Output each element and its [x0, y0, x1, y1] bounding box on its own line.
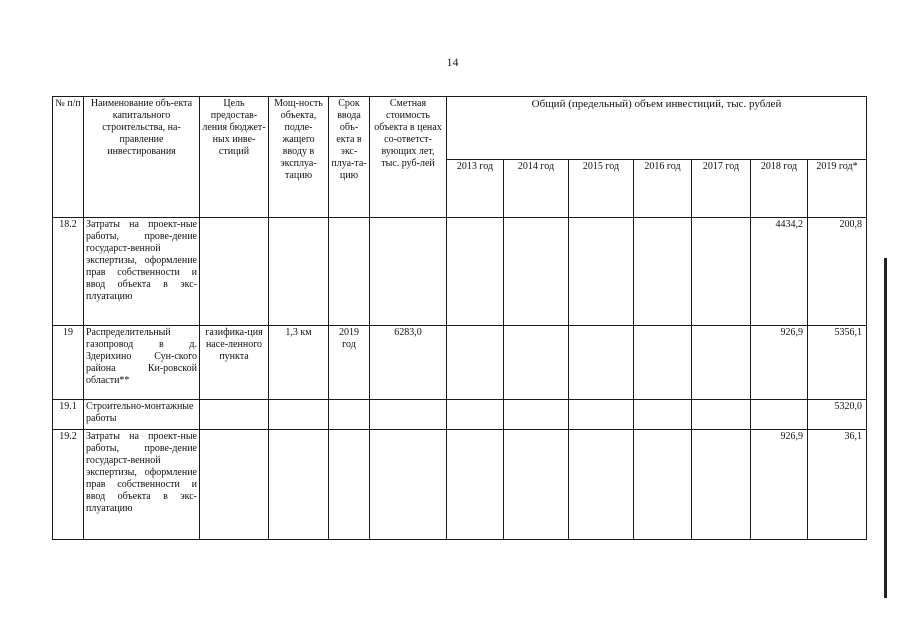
row-capacity [269, 430, 329, 540]
row-value [751, 400, 808, 430]
row-cost: 6283,0 [370, 326, 447, 400]
row-value [504, 218, 569, 326]
row-value: 5356,1 [808, 326, 867, 400]
row-name: Распределительный газопровод в д. Здерихино Сун-ского района Ки-ровской области** [84, 326, 200, 400]
row-value [569, 430, 634, 540]
row-value [634, 400, 692, 430]
header-year: 2016 год [634, 160, 692, 218]
row-value [504, 326, 569, 400]
row-capacity: 1,3 км [269, 326, 329, 400]
row-value [692, 400, 751, 430]
header-name: Наименование объ-екта капитального строительства, на-правление инвестирования [84, 97, 200, 218]
row-capacity [269, 400, 329, 430]
row-term: 2019 год [329, 326, 370, 400]
row-cost [370, 400, 447, 430]
row-number: 19.2 [53, 430, 84, 540]
row-value: 200,8 [808, 218, 867, 326]
row-name: Строительно-монтажные работы [84, 400, 200, 430]
row-number: 19.1 [53, 400, 84, 430]
row-value [692, 218, 751, 326]
row-purpose [200, 430, 269, 540]
table-row [53, 326, 867, 400]
row-name: Затраты на проект-ные работы, прове-дение государст-венной экспертизы, оформление прав собственности и ввод объекта в экс-плуатацию [84, 430, 200, 540]
row-term [329, 218, 370, 326]
row-value: 926,9 [751, 430, 808, 540]
row-value [504, 400, 569, 430]
row-value [692, 430, 751, 540]
row-value [569, 400, 634, 430]
row-purpose [200, 400, 269, 430]
page-number: 14 [446, 55, 459, 69]
row-name: Затраты на проект-ные работы, прове-дение государст-венной экспертизы, оформление прав собственности и ввод объекта в экс-плуатацию [84, 218, 200, 326]
row-number: 19 [53, 326, 84, 400]
header-year: 2015 год [569, 160, 634, 218]
table-row [53, 430, 867, 540]
row-value [569, 326, 634, 400]
row-value [692, 326, 751, 400]
header-year: 2017 год [692, 160, 751, 218]
row-value [634, 326, 692, 400]
row-value [447, 430, 504, 540]
row-value [447, 400, 504, 430]
row-value: 36,1 [808, 430, 867, 540]
header-year: 2013 год [447, 160, 504, 218]
row-term [329, 430, 370, 540]
row-value [569, 218, 634, 326]
table-row [53, 400, 867, 430]
header-total-investment: Общий (предельный) объем инвестиций, тыс. рублей [447, 97, 867, 160]
header-cost: Сметная стоимость объекта в ценах со-ответст-вующих лет, тыс. руб-лей [370, 97, 447, 218]
row-purpose [200, 218, 269, 326]
header-year: 2018 год [751, 160, 808, 218]
header-capacity: Мощ-ность объекта, подле-жащего вводу в эксплуа-тацию [269, 97, 329, 218]
row-cost [370, 218, 447, 326]
row-value [504, 430, 569, 540]
row-capacity [269, 218, 329, 326]
row-value [447, 326, 504, 400]
investment-table [52, 96, 867, 540]
header-no: № п/п [53, 97, 84, 218]
row-cost [370, 430, 447, 540]
header-purpose: Цель предостав-ления бюджет-ных инве-стиций [200, 97, 269, 218]
table-row [53, 218, 867, 326]
row-value [634, 430, 692, 540]
row-value: 5320,0 [808, 400, 867, 430]
header-term: Срок ввода объ-екта в экс-плуа-та-цию [329, 97, 370, 218]
row-number: 18.2 [53, 218, 84, 326]
row-term [329, 400, 370, 430]
header-year: 2014 год [504, 160, 569, 218]
row-purpose: газифика-ция насе-ленного пункта [200, 326, 269, 400]
row-value: 4434,2 [751, 218, 808, 326]
row-value: 926,9 [751, 326, 808, 400]
scan-edge-line [884, 258, 887, 598]
row-value [634, 218, 692, 326]
header-year: 2019 год* [808, 160, 867, 218]
row-value [447, 218, 504, 326]
